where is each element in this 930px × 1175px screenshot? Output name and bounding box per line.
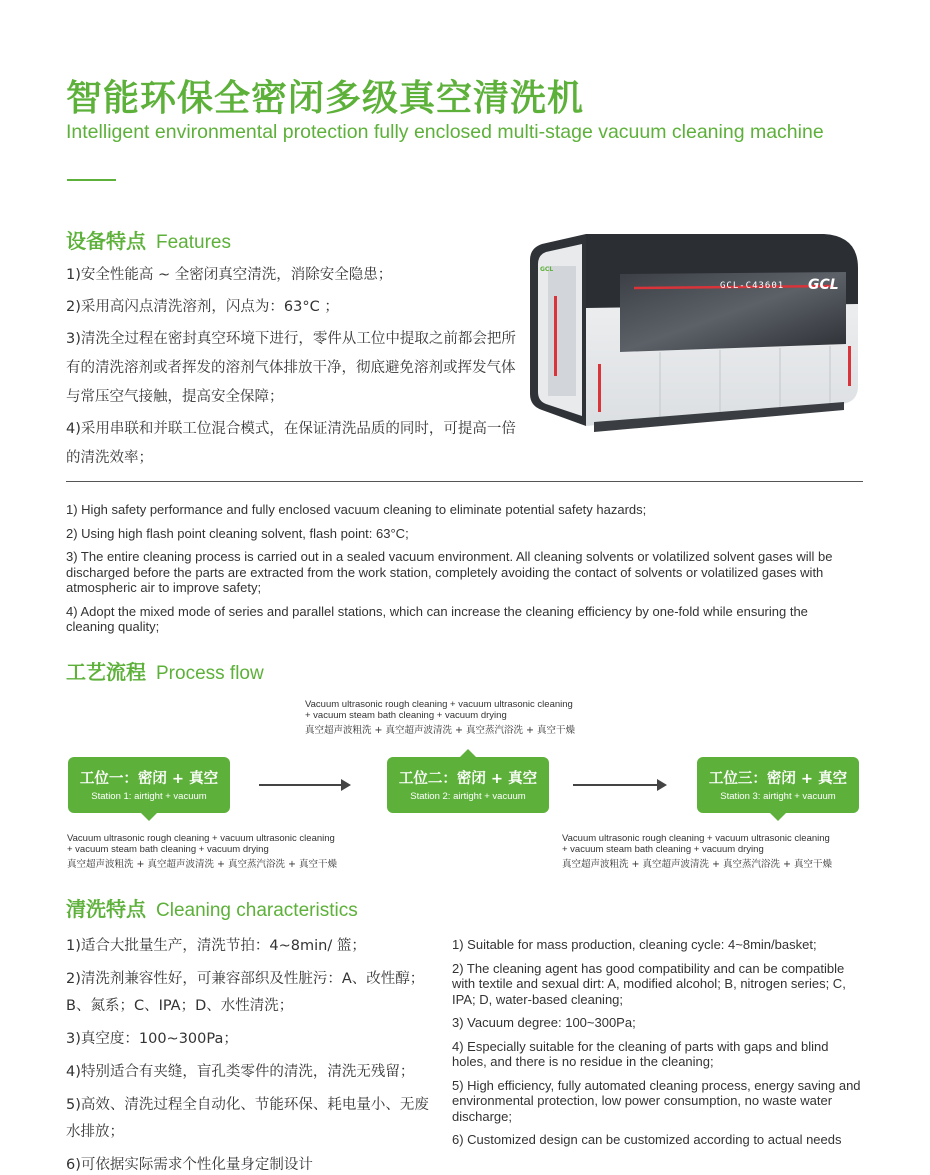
cleaning-en-item-2: 2) The cleaning agent has good compatibility and can be compatible with textile and sexual dirt: A, modified alcohol; B, nitrogen series; C, IPA; D, water-based cleaning; <box>452 960 846 1007</box>
cleaning-en-list <box>452 937 864 1156</box>
features-heading-en: Features <box>156 232 231 253</box>
process-note-station-3-en-line-1: Vacuum ultrasonic rough cleaning + vacuum ultrasonic cleaning <box>562 833 830 844</box>
features-heading <box>66 225 231 254</box>
station-3-pointer <box>770 813 786 821</box>
cleaning-cn-list <box>66 933 432 1175</box>
process-heading-cn: 工艺流程 <box>66 660 146 684</box>
process-note-station-3-cn: 真空超声波粗洗 + 真空超声波清洗 + 真空蒸汽浴洗 + 真空干燥 <box>562 859 832 870</box>
machine-model-text: GCL-C43601 <box>720 281 785 291</box>
cleaning-cn-item-3: 3)真空度：100~300Pa； <box>66 1031 238 1047</box>
cleaning-en-item-3: 3) Vacuum degree: 100~300Pa; <box>452 1015 636 1030</box>
cleaning-cn-item-1: 1)适合大批量生产，清洗节拍：4~8min/ 篮； <box>66 938 366 954</box>
process-note-station-3 <box>562 833 832 870</box>
machine-logo-text: GCL <box>808 277 839 293</box>
features-cn-item-1: 1)安全性能高 ~ 全密闭真空清洗，消除安全隐患； <box>66 267 393 283</box>
station-2-pointer <box>460 749 476 757</box>
cleaning-heading-cn: 清洗特点 <box>66 897 146 921</box>
cleaning-heading-en: Cleaning characteristics <box>156 900 358 921</box>
features-en-list <box>66 502 856 643</box>
station-1-label-cn: 工位一：密闭 + 真空 <box>79 771 219 787</box>
station-1-box <box>68 757 230 813</box>
process-note-station-2 <box>305 699 575 736</box>
process-note-station-1 <box>67 833 337 870</box>
arrow-right-icon <box>573 784 665 786</box>
process-note-station-1-en-line-1: Vacuum ultrasonic rough cleaning + vacuum ultrasonic cleaning <box>67 833 335 844</box>
process-note-station-2-en-line-2: + vacuum steam bath cleaning + vacuum drying <box>305 710 507 721</box>
machine-badge-text: GCL <box>540 266 554 273</box>
cleaning-cn-item-6: 6)可依据实际需求个性化量身定制设计 <box>66 1157 313 1173</box>
station-3-label-cn: 工位三：密闭 + 真空 <box>708 771 848 787</box>
process-note-station-1-en-line-2: + vacuum steam bath cleaning + vacuum drying <box>67 844 269 855</box>
cleaning-en-item-5: 5) High efficiency, fully automated cleaning process, energy saving and environmental protection, low power consumption, no waste water discharge; <box>452 1077 861 1124</box>
station-3-box <box>697 757 859 813</box>
features-en-item-4: 4) Adopt the mixed mode of series and parallel stations, which can increase the cleaning efficiency by one-fold while ensuring the cleaning quality; <box>66 603 808 634</box>
station-3-label-en: Station 3: airtight + vacuum <box>720 791 836 802</box>
cleaning-cn-item-5: 5)高效、清洗过程全自动化、节能环保、耗电量小、无废水排放； <box>66 1097 429 1140</box>
features-cn-item-3: 3)清洗全过程在密封真空环境下进行，零件从工位中提取之前都会把所有的清洗溶剂或者挥发的溶剂气体排放干净，彻底避免溶剂或挥发气体与常压空气接触，提高安全保障； <box>66 331 516 405</box>
page-subtitle: Intelligent environmental protection fully enclosed multi-stage vacuum cleaning machine <box>66 121 824 143</box>
process-note-station-2-en-line-1: Vacuum ultrasonic rough cleaning + vacuum ultrasonic cleaning <box>305 699 573 710</box>
station-2-box <box>387 757 549 813</box>
features-cn-item-4: 4)采用串联和并联工位混合模式，在保证清洗品质的同时，可提高一倍的清洗效率； <box>66 421 516 466</box>
cleaning-cn-item-2: 2)清洗剂兼容性好，可兼容部织及性脏污：A、改性醇；B、氮系；C、IPA；D、水性清洗； <box>66 971 425 1014</box>
cleaning-machine-illustration <box>524 226 868 436</box>
station-1-pointer <box>141 813 157 821</box>
page-title: 智能环保全密闭多级真空清洗机 <box>66 78 585 119</box>
section-divider <box>66 481 863 482</box>
process-note-station-1-cn: 真空超声波粗洗 + 真空超声波清洗 + 真空蒸汽浴洗 + 真空干燥 <box>67 859 337 870</box>
features-en-item-2: 2) Using high flash point cleaning solvent, flash point: 63°C; <box>66 525 409 541</box>
cleaning-en-item-6: 6) Customized design can be customized according to actual needs <box>452 1132 842 1147</box>
process-heading <box>66 656 264 685</box>
title-underline <box>67 179 116 181</box>
features-en-item-3: 3) The entire cleaning process is carried out in a sealed vacuum environment. All cleaning solvents or volatilized solvent gases will be discharged before the parts are extracted from the work station, completely avoiding the contact of solvents or volatilized gases with atmospheric air to improve safety; <box>66 549 833 595</box>
process-note-station-3-en-line-2: + vacuum steam bath cleaning + vacuum drying <box>562 844 764 855</box>
station-2-label-en: Station 2: airtight + vacuum <box>410 791 526 802</box>
features-en-item-1: 1) High safety performance and fully enclosed vacuum cleaning to eliminate potential safety hazards; <box>66 502 647 517</box>
features-heading-cn: 设备特点 <box>66 229 146 253</box>
cleaning-heading <box>66 893 358 922</box>
cleaning-en-item-4: 4) Especially suitable for the cleaning of parts with gaps and blind holes, and there is no residue in the cleaning; <box>452 1038 829 1069</box>
station-1-label-en: Station 1: airtight + vacuum <box>91 791 207 802</box>
features-cn-list <box>66 261 522 473</box>
station-2-label-cn: 工位二：密闭 + 真空 <box>398 771 538 787</box>
process-heading-en: Process flow <box>156 663 264 684</box>
features-cn-item-2: 2)采用高闪点清洗溶剂，闪点为：63°C ； <box>66 299 339 315</box>
cleaning-en-item-1: 1) Suitable for mass production, cleaning cycle: 4~8min/basket; <box>452 937 817 952</box>
process-note-station-2-cn: 真空超声波粗洗 + 真空超声波清洗 + 真空蒸汽浴洗 + 真空干燥 <box>305 725 575 736</box>
arrow-right-icon <box>259 784 349 786</box>
cleaning-cn-item-4: 4)特别适合有夹缝，盲孔类零件的清洗，清洗无残留； <box>66 1064 415 1080</box>
